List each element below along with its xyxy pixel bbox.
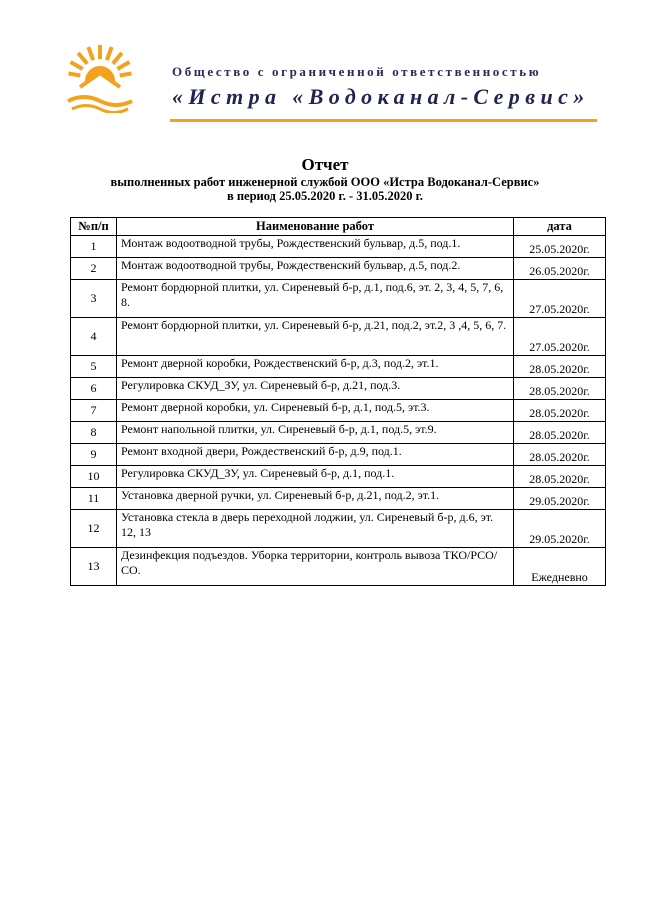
report-subtitle-line1: выполненных работ инженерной службой ООО «Истра Водоканал-Сервис» bbox=[110, 175, 540, 189]
report-period: в период 25.05.2020 г. - 31.05.2020 г. bbox=[226, 189, 424, 203]
row-date: 29.05.2020г. bbox=[514, 510, 606, 548]
row-number: 5 bbox=[71, 356, 117, 378]
row-work: Ремонт бордюрной плитки, ул. Сиреневый б-р, д.1, под.6, эт. 2, 3, 4, 5, 7, 6, 8. bbox=[117, 280, 514, 318]
row-date: 28.05.2020г. bbox=[514, 400, 606, 422]
row-work: Установка стекла в дверь переходной лоджии, ул. Сиреневый б-р, д.6, эт. 12, 13 bbox=[117, 510, 514, 548]
table-row bbox=[71, 466, 606, 488]
table-header-row bbox=[71, 218, 606, 236]
company-logo bbox=[62, 45, 138, 113]
table-row bbox=[71, 510, 606, 548]
table-row bbox=[71, 378, 606, 400]
row-number: 7 bbox=[71, 400, 117, 422]
company-name: «Истра «Водоканал-Сервис» bbox=[172, 84, 590, 109]
row-date: 27.05.2020г. bbox=[514, 280, 606, 318]
row-number: 3 bbox=[71, 280, 117, 318]
row-work: Ремонт входной двери, Рождественский б-р, д.9, под.1. bbox=[117, 444, 514, 466]
row-number: 13 bbox=[71, 548, 117, 586]
table-row bbox=[71, 422, 606, 444]
row-work: Ремонт дверной коробки, Рождественский б-р, д.3, под.2, эт.1. bbox=[117, 356, 514, 378]
row-number: 8 bbox=[71, 422, 117, 444]
row-work: Регулировка СКУД_ЗУ, ул. Сиреневый б-р, д.21, под.3. bbox=[117, 378, 514, 400]
header-divider bbox=[170, 119, 597, 122]
row-date: 28.05.2020г. bbox=[514, 422, 606, 444]
row-date: 28.05.2020г. bbox=[514, 378, 606, 400]
works-table bbox=[70, 217, 606, 586]
header-num: №п/п bbox=[71, 218, 117, 236]
table-row bbox=[71, 488, 606, 510]
row-work: Монтаж водоотводной трубы, Рождественский бульвар, д.5, под.1. bbox=[117, 236, 514, 258]
report-subtitle bbox=[0, 175, 650, 203]
table-row bbox=[71, 548, 606, 586]
table-row bbox=[71, 400, 606, 422]
row-date: 25.05.2020г. bbox=[514, 236, 606, 258]
row-number: 4 bbox=[71, 318, 117, 356]
row-work: Ремонт бордюрной плитки, ул. Сиреневый б-р, д.21, под.2, эт.2, 3 ,4, 5, 6, 7. bbox=[117, 318, 514, 356]
row-number: 1 bbox=[71, 236, 117, 258]
row-work: Ремонт дверной коробки, ул. Сиреневый б-р, д.1, под.5, эт.3. bbox=[117, 400, 514, 422]
table-row bbox=[71, 258, 606, 280]
company-form-text: Общество с ограниченной ответственностью bbox=[172, 64, 542, 79]
table-row bbox=[71, 280, 606, 318]
row-date: Ежедневно bbox=[514, 548, 606, 586]
row-date: 29.05.2020г. bbox=[514, 488, 606, 510]
row-number: 10 bbox=[71, 466, 117, 488]
row-date: 27.05.2020г. bbox=[514, 318, 606, 356]
row-number: 2 bbox=[71, 258, 117, 280]
table-body bbox=[71, 236, 606, 586]
table-row bbox=[71, 356, 606, 378]
row-date: 28.05.2020г. bbox=[514, 356, 606, 378]
row-work: Установка дверной ручки, ул. Сиреневый б-р, д.21, под.2, эт.1. bbox=[117, 488, 514, 510]
row-work: Ремонт напольной плитки, ул. Сиреневый б-р, д.1, под.5, эт.9. bbox=[117, 422, 514, 444]
row-date: 28.05.2020г. bbox=[514, 444, 606, 466]
table-row bbox=[71, 318, 606, 356]
row-work: Регулировка СКУД_ЗУ, ул. Сиреневый б-р, д.1, под.1. bbox=[117, 466, 514, 488]
header-date: дата bbox=[514, 218, 606, 236]
report-title: Отчет bbox=[301, 155, 349, 174]
header-work: Наименование работ bbox=[117, 218, 514, 236]
table-row bbox=[71, 236, 606, 258]
row-number: 12 bbox=[71, 510, 117, 548]
table-row bbox=[71, 444, 606, 466]
row-date: 26.05.2020г. bbox=[514, 258, 606, 280]
row-work: Дезинфекция подъездов. Уборка территории, контроль вывоза ТКО/РСО/СО. bbox=[117, 548, 514, 586]
row-number: 9 bbox=[71, 444, 117, 466]
row-number: 11 bbox=[71, 488, 117, 510]
row-date: 28.05.2020г. bbox=[514, 466, 606, 488]
row-number: 6 bbox=[71, 378, 117, 400]
row-work: Монтаж водоотводной трубы, Рождественский бульвар, д.5, под.2. bbox=[117, 258, 514, 280]
